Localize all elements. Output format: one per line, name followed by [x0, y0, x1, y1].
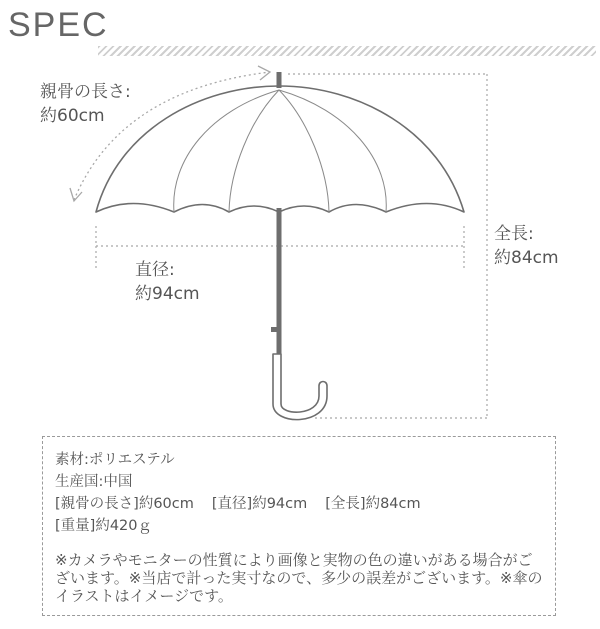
- umbrella-handle: [273, 354, 327, 420]
- spec-origin: 生産国:中国: [55, 474, 133, 490]
- spec-material: 素材:ポリエステル: [55, 452, 175, 468]
- umbrella-shaft: [277, 208, 282, 356]
- total-length-label-text: 全長:: [494, 224, 534, 244]
- total-length-value: 約84cm: [494, 248, 559, 268]
- umbrella-canopy: [96, 86, 464, 212]
- rib-length-label: [40, 80, 131, 128]
- spec-box: [42, 436, 556, 616]
- diameter-label: [135, 258, 200, 306]
- rib-length-value: 約60cm: [40, 106, 105, 126]
- rib-length-label-text: 親骨の長さ:: [40, 82, 131, 102]
- spec-rib: [親骨の長さ]約60cm: [55, 496, 194, 512]
- spec-note: ※カメラやモニターの性質により画像と実物の色の違いがある場合がございます。※当店で計った実寸なので、多少の誤差がございます。※傘のイラストはイメージです。: [55, 551, 543, 605]
- diameter-label-text: 直径:: [135, 260, 175, 280]
- spec-measurements-row: [55, 493, 555, 515]
- spec-total: [全長]約84cm: [325, 496, 421, 512]
- diameter-value: 約94cm: [135, 284, 200, 304]
- umbrella-tip: [277, 72, 282, 88]
- spec-weight: [重量]約420ｇ: [55, 518, 152, 534]
- page-title: SPEC: [8, 6, 109, 44]
- total-length-label: [494, 222, 559, 270]
- shaft-button: [271, 327, 278, 332]
- spec-diameter: [直径]約94cm: [211, 496, 308, 512]
